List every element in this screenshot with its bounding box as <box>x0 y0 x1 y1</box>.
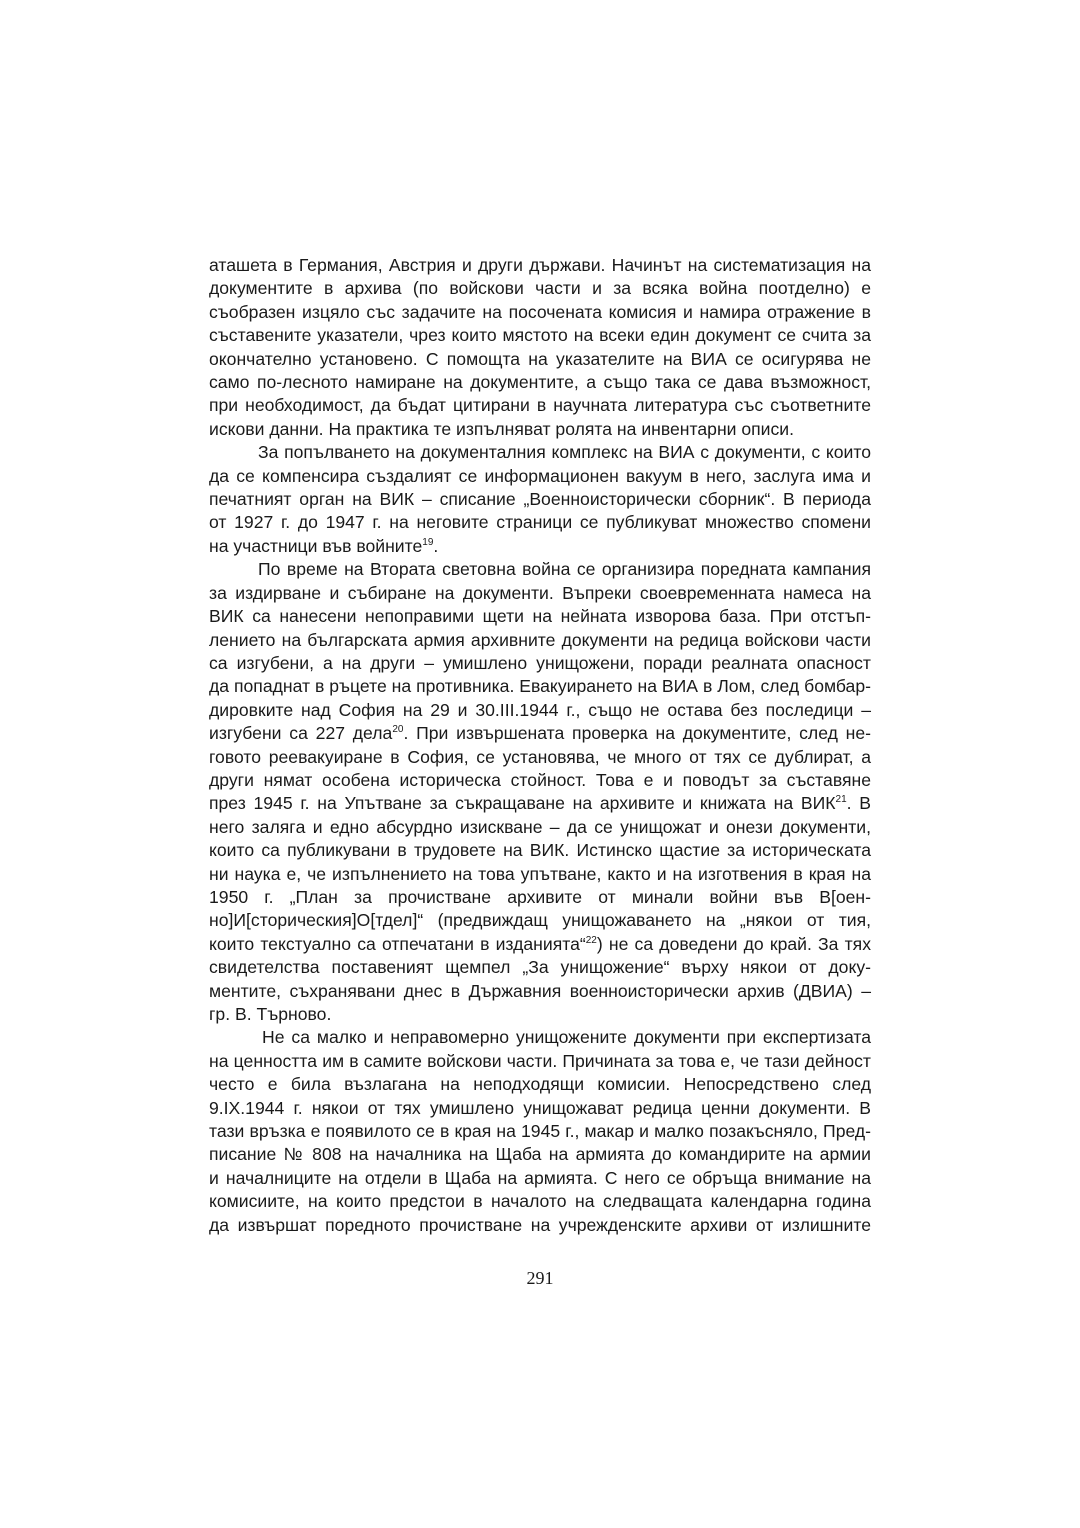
text-line: ни наука е, че изпълнението на това упътване, както и на изготвения в края на <box>209 863 871 884</box>
text-line: тази връзка е появилото се в края на 1945 г., макар и малко позакъсняло, Пред- <box>209 1121 871 1142</box>
text-line <box>209 722 871 745</box>
text-line: на ценността им в самите войскови части. Причината за това е, че тази дейност <box>209 1050 871 1071</box>
text-segment: на участници във войните <box>209 535 423 556</box>
text-segment: през 1945 г. на Упътване за съкращаване на архивите и книжата на ВИК <box>209 793 836 814</box>
text-line: ВИК са нанесени непоправими щети на нейната изворова база. При отстъп- <box>209 606 871 627</box>
text-line: гр. В. Търново. <box>209 1004 332 1024</box>
text-line: За попълването на документалния комплекс на ВИА с документи, с които <box>258 442 871 463</box>
paragraph-1 <box>209 254 871 441</box>
text-line: 1950 г. „План за прочистване архивите от минали войни във В[оен- <box>209 886 871 907</box>
footnote-marker: 21 <box>835 794 847 806</box>
text-line: искови данни. На практика те изпълняват ролята на инвентарни описи. <box>209 418 795 439</box>
text-line: ментите, съхранявани днес в Държавния военноисторически архив (ДВИА) – <box>209 980 871 1001</box>
text-line: 9.IX.1944 г. някои от тях умишлено унищожават редица ценни документи. В <box>209 1097 871 1118</box>
text-line: Не са малко и неправомерно унищожените документи при експертизата <box>262 1027 871 1048</box>
text-line: окончателно установено. С помощта на указателите на ВИА се осигурява не <box>209 348 871 369</box>
text-line: и началниците на отдели в Щаба на армията. С него се обръща внимание на <box>209 1167 871 1188</box>
text-line: съобразен изцяло със задачите на посочената комисия и намира отражение в <box>209 301 871 322</box>
text-segment: . При извършената проверка на документите, след не- <box>403 723 872 744</box>
text-segment: изгубени са 227 дела <box>209 723 393 744</box>
text-line: само по-лесното намиране на документите, а също така се дава възможност, <box>209 372 871 393</box>
text-line <box>209 933 871 956</box>
text-line: дировките над София на 29 и 30.III.1944 г., също не остава без последици – <box>209 699 871 720</box>
text-line: често е била възлагана на неподходящи комисии. Непосредствено след <box>209 1074 871 1095</box>
paragraph-2 <box>209 441 871 558</box>
text-line: са изгубени, а на други – умишлено унищожени, поради реалната опасност <box>209 652 871 673</box>
footnote-marker: 22 <box>585 934 597 946</box>
text-line: от 1927 г. до 1947 г. на неговите страници се публикуват множество спомени <box>209 512 871 533</box>
text-line: аташета в Германия, Австрия и други държави. Начинът на систематизация на <box>209 255 871 275</box>
text-line: за издирване и събиране на документи. Въпреки своевременната намеса на <box>209 582 871 603</box>
text-line <box>209 535 871 558</box>
text-line: лението на българската армия архивните документи на редица войскови части <box>209 629 871 650</box>
text-line: съставените указатели, чрез които мястото на всеки един документ се счита за <box>209 325 871 346</box>
body-text <box>209 254 871 1237</box>
paragraph-4 <box>209 1026 871 1237</box>
text-line: които са публикувани в трудовете на ВИК. Истинско щастие за историческата <box>209 840 871 861</box>
footnote-marker: 20 <box>392 724 404 736</box>
text-segment: . В <box>846 793 871 814</box>
text-line: комисиите, на които предстои в началото на следващата календарна година <box>209 1191 871 1212</box>
page-number: 291 <box>526 1268 554 1288</box>
text-line: да попаднат в ръцете на противника. Евакуирането на ВИА в Лом, след бомбар- <box>209 676 871 697</box>
text-line: при необходимост, да бъдат цитирани в научната литература със съответните <box>209 395 871 416</box>
footnote-marker: 19 <box>422 537 434 549</box>
text-line: свидетелства поставеният щемпел „За унищожение“ върху някои от доку- <box>209 957 871 978</box>
text-line: писание № 808 на началника на Щаба на армията до командирите на армии <box>209 1144 871 1165</box>
text-line: печатният орган на ВИК – списание „Военноисторически сборник“. В периода <box>209 489 871 510</box>
text-line: но]И[сторическия]О[тдел]“ (предвиждащ унищожаването на „някои от тия, <box>209 910 871 931</box>
text-line <box>209 792 871 815</box>
text-line: говото реевакуиране в София, се установява, че много от тях се дублират, а <box>209 746 871 767</box>
text-line: други нямат особена историческа стойност. Това е и поводът за съставяне <box>209 769 871 790</box>
text-segment: които текстуално са отпечатани в изданията“ <box>209 933 586 954</box>
text-line: документите в архива (по войскови части и за всяка война поотделно) е <box>209 278 871 299</box>
text-segment: . <box>433 535 439 556</box>
text-line: да извършат поредното прочистване на учрежденските архиви от излишните <box>209 1214 871 1235</box>
paragraph-3 <box>209 558 871 1026</box>
text-segment: ) не са доведени до край. За тях <box>596 933 871 954</box>
text-line: По време на Втората световна война се организира поредната кампания <box>258 559 871 580</box>
text-line: него залягa и едно абсурдно изискване – да се унищожат и онези документи, <box>209 816 871 837</box>
text-line: да се компенсира създалият се информационен вакуум в него, заслуга има и <box>209 465 871 486</box>
